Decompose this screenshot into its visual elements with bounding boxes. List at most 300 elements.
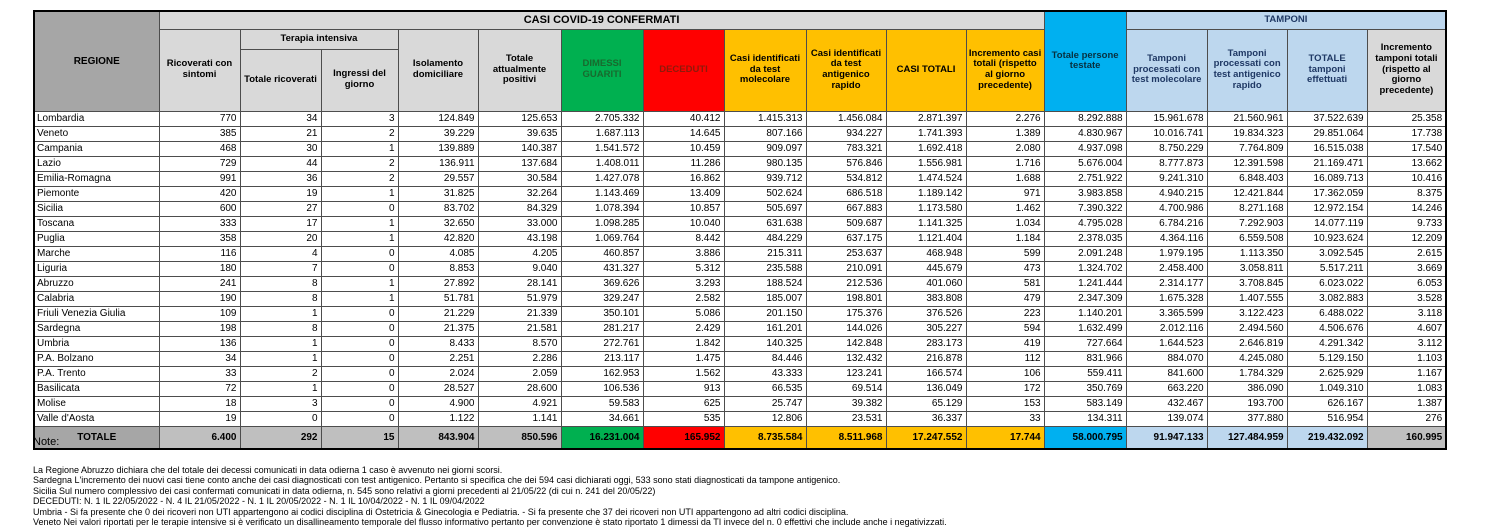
note-line: Sardegna L'incremento dei nuovi casi tiene conto anche dei casi diagnosticati con test antigenico. Pertanto si specifica che dei 594 casi dichiarati oggi, 533 sono stati diagnosticati da tampone antigenico. — [33, 475, 841, 486]
cell-value: 631.638 — [724, 216, 806, 231]
cell-value: 198 — [159, 321, 240, 336]
cell-value: 663.220 — [1126, 381, 1207, 396]
group-header-casi-confermati: CASI COVID-19 CONFERMATI — [159, 11, 1044, 29]
cell-value: 913 — [643, 381, 724, 396]
table-row — [34, 171, 1446, 186]
cell-regione: Abruzzo — [34, 276, 159, 291]
cell-value: 1 — [240, 381, 321, 396]
cell-value: 83.702 — [398, 201, 478, 216]
cell-value: 1.741.393 — [886, 126, 966, 141]
cell-value: 3.983.858 — [1044, 186, 1126, 201]
cell-value: 1 — [321, 231, 398, 246]
cell-value: 4.940.215 — [1126, 186, 1207, 201]
cell-value: 6.848.403 — [1207, 171, 1287, 186]
table-row — [34, 276, 1446, 291]
cell-value: 40.412 — [643, 111, 724, 126]
cell-value: 212.536 — [806, 276, 886, 291]
cell-value: 0 — [321, 201, 398, 216]
cell-value: 509.687 — [806, 216, 886, 231]
cell-value: 0 — [321, 411, 398, 426]
cell-regione: Puglia — [34, 231, 159, 246]
cell-value: 235.588 — [724, 261, 806, 276]
column-header-ricoverati-sintomi: Ricoverati con sintomi — [159, 29, 240, 111]
cell-value: 1.784.329 — [1207, 366, 1287, 381]
cell-value: 2.429 — [643, 321, 724, 336]
cell-value: 140.387 — [478, 141, 561, 156]
cell-value: 162.953 — [561, 366, 643, 381]
cell-value: 686.518 — [806, 186, 886, 201]
cell-value: 17.247.552 — [886, 426, 966, 449]
cell-value: 729 — [159, 156, 240, 171]
cell-value: 160.995 — [1367, 426, 1446, 449]
cell-value: 2.347.309 — [1044, 291, 1126, 306]
cell-value: 1.103 — [1367, 351, 1446, 366]
table-row — [34, 306, 1446, 321]
cell-value: 21.560.961 — [1207, 111, 1287, 126]
cell-value: 843.904 — [398, 426, 478, 449]
cell-value: 1.143.469 — [561, 186, 643, 201]
cell-value: 432.467 — [1126, 396, 1207, 411]
cell-value: 7.292.903 — [1207, 216, 1287, 231]
cell-value: 1.078.394 — [561, 201, 643, 216]
column-header-attualmente-positivi: Totale attualmente positivi — [478, 29, 561, 111]
cell-value: 1.408.011 — [561, 156, 643, 171]
table-row — [34, 351, 1446, 366]
cell-value: 8.433 — [398, 336, 478, 351]
cell-value: 3.365.599 — [1126, 306, 1207, 321]
cell-value: 1.556.981 — [886, 156, 966, 171]
cell-value: 125.653 — [478, 111, 561, 126]
cell-value: 1.113.350 — [1207, 246, 1287, 261]
cell-value: 17.362.059 — [1287, 186, 1367, 201]
cell-value: 33.000 — [478, 216, 561, 231]
cell-value: 4.700.986 — [1126, 201, 1207, 216]
cell-value: 1.184 — [966, 231, 1044, 246]
cell-value: 1 — [321, 141, 398, 156]
cell-value: 20 — [240, 231, 321, 246]
cell-value: 272.761 — [561, 336, 643, 351]
cell-value: 213.117 — [561, 351, 643, 366]
cell-value: 850.596 — [478, 426, 561, 449]
cell-regione: Friuli Venezia Giulia — [34, 306, 159, 321]
cell-value: 8.511.968 — [806, 426, 886, 449]
cell-value: 109 — [159, 306, 240, 321]
table-row — [34, 111, 1446, 126]
cell-value: 16.862 — [643, 171, 724, 186]
cell-value: 0 — [321, 336, 398, 351]
cell-value: 0 — [321, 396, 398, 411]
cell-value: 6.559.508 — [1207, 231, 1287, 246]
column-header-deceduti: DECEDUTI — [643, 29, 724, 111]
cell-value: 9.733 — [1367, 216, 1446, 231]
cell-value: 8 — [240, 321, 321, 336]
cell-value: 2.024 — [398, 366, 478, 381]
cell-value: 502.624 — [724, 186, 806, 201]
column-header-casi-molecolare: Casi identificati da test molecolare — [724, 29, 806, 111]
column-header-tamponi-antigenico: Tamponi processati con test antigenico rapido — [1207, 29, 1287, 111]
cell-value: 8.271.168 — [1207, 201, 1287, 216]
cell-regione: TOTALE — [34, 426, 159, 449]
cell-value: 106 — [966, 366, 1044, 381]
cell-regione: Piemonte — [34, 186, 159, 201]
cell-value: 1.241.444 — [1044, 276, 1126, 291]
column-header-ti-ingressi-giorno: Ingressi del giorno — [321, 49, 398, 111]
table-row — [34, 201, 1446, 216]
notes-title: Note: — [33, 436, 60, 448]
cell-value: 1 — [321, 276, 398, 291]
cell-value: 1 — [240, 336, 321, 351]
cell-value: 2.091.248 — [1044, 246, 1126, 261]
column-header-tamponi-totale: TOTALE tamponi effettuati — [1287, 29, 1367, 111]
cell-value: 58.000.795 — [1044, 426, 1126, 449]
cell-value: 2.646.819 — [1207, 336, 1287, 351]
cell-regione: Sicilia — [34, 201, 159, 216]
cell-value: 1.474.524 — [886, 171, 966, 186]
table-row — [34, 126, 1446, 141]
cell-value: 193.700 — [1207, 396, 1287, 411]
cell-value: 386.090 — [1207, 381, 1287, 396]
cell-value: 36 — [240, 171, 321, 186]
cell-value: 8.853 — [398, 261, 478, 276]
cell-value: 166.574 — [886, 366, 966, 381]
cell-value: 358 — [159, 231, 240, 246]
cell-value: 516.954 — [1287, 411, 1367, 426]
cell-value: 1.632.499 — [1044, 321, 1126, 336]
cell-value: 2.378.035 — [1044, 231, 1126, 246]
cell-value: 44 — [240, 156, 321, 171]
cell-value: 34 — [240, 111, 321, 126]
column-header-regione: REGIONE — [34, 11, 159, 111]
cell-value: 17.744 — [966, 426, 1044, 449]
cell-value: 9.241.310 — [1126, 171, 1207, 186]
column-header-incremento-casi: Incremento casi totali (rispetto al giorno precedente) — [966, 29, 1044, 111]
cell-value: 2.494.560 — [1207, 321, 1287, 336]
cell-regione: P.A. Trento — [34, 366, 159, 381]
cell-value: 3.112 — [1367, 336, 1446, 351]
cell-value: 3.528 — [1367, 291, 1446, 306]
notes-section — [33, 436, 1473, 527]
cell-value: 3.293 — [643, 276, 724, 291]
cell-value: 219.432.092 — [1287, 426, 1367, 449]
cell-value: 292 — [240, 426, 321, 449]
cell-value: 136 — [159, 336, 240, 351]
cell-value: 1.688 — [966, 171, 1044, 186]
cell-value: 25.747 — [724, 396, 806, 411]
cell-value: 1.389 — [966, 126, 1044, 141]
cell-value: 807.166 — [724, 126, 806, 141]
cell-value: 1 — [321, 291, 398, 306]
cell-value: 12.806 — [724, 411, 806, 426]
cell-value: 112 — [966, 351, 1044, 366]
table-row — [34, 336, 1446, 351]
cell-value: 28.600 — [478, 381, 561, 396]
cell-value: 468 — [159, 141, 240, 156]
cell-value: 4.937.098 — [1044, 141, 1126, 156]
table-row — [34, 156, 1446, 171]
cell-value: 12.209 — [1367, 231, 1446, 246]
cell-value: 6.023.022 — [1287, 276, 1367, 291]
cell-value: 59.583 — [561, 396, 643, 411]
cell-value: 385 — [159, 126, 240, 141]
cell-value: 7.764.809 — [1207, 141, 1287, 156]
cell-value: 139.074 — [1126, 411, 1207, 426]
group-header-terapia-intensiva: Terapia intensiva — [240, 29, 398, 49]
cell-regione: Calabria — [34, 291, 159, 306]
cell-value: 180 — [159, 261, 240, 276]
cell-value: 2.286 — [478, 351, 561, 366]
cell-value: 2.871.397 — [886, 111, 966, 126]
cell-value: 6.784.216 — [1126, 216, 1207, 231]
cell-value: 31.825 — [398, 186, 478, 201]
cell-value: 30 — [240, 141, 321, 156]
cell-value: 350.101 — [561, 306, 643, 321]
cell-value: 4.921 — [478, 396, 561, 411]
cell-value: 505.697 — [724, 201, 806, 216]
cell-regione: Valle d'Aosta — [34, 411, 159, 426]
cell-value: 36.337 — [886, 411, 966, 426]
cell-value: 144.026 — [806, 321, 886, 336]
cell-value: 1.121.404 — [886, 231, 966, 246]
cell-value: 4.085 — [398, 246, 478, 261]
cell-value: 16.089.713 — [1287, 171, 1367, 186]
column-header-persone-testate: Totale persone testate — [1044, 11, 1126, 111]
cell-regione: Marche — [34, 246, 159, 261]
cell-value: 939.712 — [724, 171, 806, 186]
cell-value: 17.540 — [1367, 141, 1446, 156]
cell-value: 2.615 — [1367, 246, 1446, 261]
column-header-dimessi-guariti: DIMESSI GUARITI — [561, 29, 643, 111]
cell-value: 223 — [966, 306, 1044, 321]
covid-data-table — [33, 10, 1447, 450]
cell-value: 3.082.883 — [1287, 291, 1367, 306]
cell-value: 971 — [966, 186, 1044, 201]
cell-value: 980.135 — [724, 156, 806, 171]
cell-value: 123.241 — [806, 366, 886, 381]
cell-value: 479 — [966, 291, 1044, 306]
cell-value: 2.059 — [478, 366, 561, 381]
cell-value: 1.427.078 — [561, 171, 643, 186]
cell-value: 484.229 — [724, 231, 806, 246]
cell-regione: Lazio — [34, 156, 159, 171]
table-row — [34, 321, 1446, 336]
cell-value: 1.842 — [643, 336, 724, 351]
cell-value: 2.582 — [643, 291, 724, 306]
cell-value: 8 — [240, 291, 321, 306]
table-row — [34, 381, 1446, 396]
cell-value: 136.049 — [886, 381, 966, 396]
cell-value: 10.459 — [643, 141, 724, 156]
cell-value: 831.966 — [1044, 351, 1126, 366]
cell-value: 5.517.211 — [1287, 261, 1367, 276]
note-line: DECEDUTI: N. 1 IL 22/05/2022 - N. 4 IL 21/05/2022 - N. 1 IL 20/05/2022 - N. 1 IL 10/04/2022 - N. 1 IL 09/04/2022 — [33, 496, 485, 507]
cell-value: 172 — [966, 381, 1044, 396]
cell-value: 17.738 — [1367, 126, 1446, 141]
cell-value: 1.692.418 — [886, 141, 966, 156]
cell-value: 283.173 — [886, 336, 966, 351]
cell-value: 1.407.555 — [1207, 291, 1287, 306]
cell-value: 10.016.741 — [1126, 126, 1207, 141]
cell-value: 0 — [321, 381, 398, 396]
cell-value: 2 — [321, 126, 398, 141]
cell-value: 8.442 — [643, 231, 724, 246]
cell-value: 468.948 — [886, 246, 966, 261]
cell-value: 84.446 — [724, 351, 806, 366]
cell-value: 5.312 — [643, 261, 724, 276]
cell-value: 3.669 — [1367, 261, 1446, 276]
cell-value: 1.687.113 — [561, 126, 643, 141]
cell-value: 401.060 — [886, 276, 966, 291]
cell-value: 1.475 — [643, 351, 724, 366]
cell-value: 28.527 — [398, 381, 478, 396]
cell-value: 3.058.811 — [1207, 261, 1287, 276]
table-row — [34, 411, 1446, 426]
cell-value: 161.201 — [724, 321, 806, 336]
cell-value: 350.769 — [1044, 381, 1126, 396]
cell-regione: Toscana — [34, 216, 159, 231]
cell-value: 139.889 — [398, 141, 478, 156]
table-row — [34, 291, 1446, 306]
cell-value: 5.129.150 — [1287, 351, 1367, 366]
table-row — [34, 186, 1446, 201]
cell-value: 51.979 — [478, 291, 561, 306]
cell-value: 34 — [159, 351, 240, 366]
cell-value: 6.488.022 — [1287, 306, 1367, 321]
cell-value: 1 — [321, 186, 398, 201]
cell-value: 6.053 — [1367, 276, 1446, 291]
cell-value: 3.122.423 — [1207, 306, 1287, 321]
cell-regione: Emilia-Romagna — [34, 171, 159, 186]
cell-value: 8.570 — [478, 336, 561, 351]
cell-value: 140.325 — [724, 336, 806, 351]
cell-value: 581 — [966, 276, 1044, 291]
cell-value: 1.387 — [1367, 396, 1446, 411]
cell-value: 2 — [240, 366, 321, 381]
cell-value: 2.276 — [966, 111, 1044, 126]
cell-value: 4.205 — [478, 246, 561, 261]
cell-value: 134.311 — [1044, 411, 1126, 426]
cell-value: 15.961.678 — [1126, 111, 1207, 126]
cell-value: 1.189.142 — [886, 186, 966, 201]
cell-value: 934.227 — [806, 126, 886, 141]
cell-value: 4.830.967 — [1044, 126, 1126, 141]
cell-value: 460.857 — [561, 246, 643, 261]
cell-value: 1.083 — [1367, 381, 1446, 396]
cell-value: 12.421.844 — [1207, 186, 1287, 201]
cell-value: 909.097 — [724, 141, 806, 156]
table-body — [34, 111, 1446, 449]
cell-value: 1.562 — [643, 366, 724, 381]
cell-value: 333 — [159, 216, 240, 231]
cell-value: 216.878 — [886, 351, 966, 366]
table-row — [34, 141, 1446, 156]
cell-value: 5.086 — [643, 306, 724, 321]
cell-value: 535 — [643, 411, 724, 426]
cell-value: 33 — [966, 411, 1044, 426]
cell-value: 10.857 — [643, 201, 724, 216]
cell-value: 1.324.702 — [1044, 261, 1126, 276]
cell-value: 305.227 — [886, 321, 966, 336]
cell-value: 21.339 — [478, 306, 561, 321]
cell-value: 281.217 — [561, 321, 643, 336]
cell-value: 21 — [240, 126, 321, 141]
cell-value: 1.716 — [966, 156, 1044, 171]
cell-value: 1 — [321, 216, 398, 231]
cell-value: 1.456.084 — [806, 111, 886, 126]
cell-value: 6.400 — [159, 426, 240, 449]
cell-value: 4.900 — [398, 396, 478, 411]
cell-value: 10.040 — [643, 216, 724, 231]
cell-value: 4.506.676 — [1287, 321, 1367, 336]
cell-value: 17 — [240, 216, 321, 231]
cell-value: 600 — [159, 201, 240, 216]
cell-value: 1.141.325 — [886, 216, 966, 231]
cell-value: 25.358 — [1367, 111, 1446, 126]
cell-value: 0 — [321, 261, 398, 276]
table-row — [34, 216, 1446, 231]
cell-value: 3 — [321, 111, 398, 126]
cell-value: 28.141 — [478, 276, 561, 291]
cell-value: 1.415.313 — [724, 111, 806, 126]
cell-regione: Veneto — [34, 126, 159, 141]
cell-value: 4.245.080 — [1207, 351, 1287, 366]
cell-value: 0 — [321, 366, 398, 381]
cell-value: 473 — [966, 261, 1044, 276]
cell-value: 27.892 — [398, 276, 478, 291]
cell-value: 10.416 — [1367, 171, 1446, 186]
cell-value: 69.514 — [806, 381, 886, 396]
cell-value: 15 — [321, 426, 398, 449]
cell-value: 2.458.400 — [1126, 261, 1207, 276]
cell-value: 43.198 — [478, 231, 561, 246]
note-line: Umbria - Si fa presente che 0 dei ricoveri non UTI appartengono ai codici disciplina di Ostetricia & Ginecologia e Pediatria. - Si fa presente che 37 dei ricoveri non UTI appartengono ad altri codici disciplina. — [33, 506, 849, 517]
cell-value: 625 — [643, 396, 724, 411]
cell-value: 667.883 — [806, 201, 886, 216]
cell-value: 8.735.584 — [724, 426, 806, 449]
cell-value: 534.812 — [806, 171, 886, 186]
table-row — [34, 396, 1446, 411]
cell-value: 369.626 — [561, 276, 643, 291]
cell-value: 16.515.038 — [1287, 141, 1367, 156]
cell-value: 14.246 — [1367, 201, 1446, 216]
cell-value: 32.264 — [478, 186, 561, 201]
cell-value: 21.581 — [478, 321, 561, 336]
cell-value: 65.129 — [886, 396, 966, 411]
cell-value: 116 — [159, 246, 240, 261]
cell-value: 165.952 — [643, 426, 724, 449]
cell-value: 37.522.639 — [1287, 111, 1367, 126]
column-header-tamponi-molecolare: Tamponi processati con test molecolare — [1126, 29, 1207, 111]
cell-value: 14.077.119 — [1287, 216, 1367, 231]
cell-value: 1 — [240, 306, 321, 321]
cell-value: 841.600 — [1126, 366, 1207, 381]
cell-value: 33 — [159, 366, 240, 381]
cell-value: 626.167 — [1287, 396, 1367, 411]
cell-value: 4.795.028 — [1044, 216, 1126, 231]
cell-value: 4.364.116 — [1126, 231, 1207, 246]
cell-value: 2.080 — [966, 141, 1044, 156]
cell-value: 1.141 — [478, 411, 561, 426]
cell-value: 19 — [159, 411, 240, 426]
cell-value: 153 — [966, 396, 1044, 411]
cell-value: 1.675.328 — [1126, 291, 1207, 306]
cell-value: 21.229 — [398, 306, 478, 321]
cell-value: 39.635 — [478, 126, 561, 141]
cell-value: 8.375 — [1367, 186, 1446, 201]
cell-value: 9.040 — [478, 261, 561, 276]
cell-value: 4.291.342 — [1287, 336, 1367, 351]
cell-value: 1.034 — [966, 216, 1044, 231]
cell-value: 29.557 — [398, 171, 478, 186]
